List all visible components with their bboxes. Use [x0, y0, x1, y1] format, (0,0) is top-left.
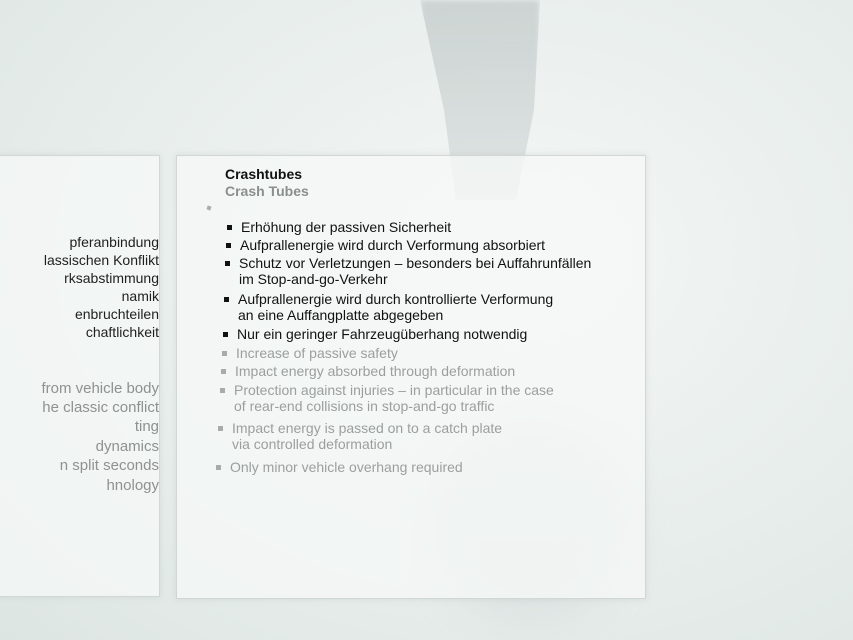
de-bullet	[238, 291, 553, 323]
bullet-text: Aufprallenergie wird durch kontrollierte Verformung	[238, 291, 554, 307]
left-de-line: chaftlichkeit	[85, 324, 159, 340]
en-bullet	[234, 382, 554, 414]
left-en-line: he classic conflict	[42, 399, 159, 416]
bullet-text: Aufprallenergie wird durch Verformung absorbiert	[240, 237, 546, 253]
bullet-text-cont: via controlled deformation	[232, 436, 393, 452]
de-bullet	[237, 326, 527, 342]
bullet-text: Impact energy is passed on to a catch plate	[232, 420, 503, 436]
left-de-line: namik	[121, 288, 159, 304]
bullet-text: Erhöhung der passiven Sicherheit	[241, 219, 452, 235]
bullet-square-icon	[222, 351, 227, 356]
bullet-square-icon	[221, 369, 226, 374]
left-de-line: enbruchteilen	[74, 306, 159, 322]
left-en-line: dynamics	[95, 438, 159, 455]
left-info-card	[0, 155, 160, 597]
bullet-text: Protection against injuries – in particular in the case	[234, 382, 554, 398]
card-title: Crashtubes	[225, 166, 303, 182]
de-bullet	[239, 255, 591, 287]
bullet-text-cont: an eine Auffangplatte abgegeben	[238, 307, 444, 323]
crashtubes-info-card	[176, 155, 646, 599]
left-en-line: n split seconds	[59, 457, 159, 474]
bullet-text: Impact energy absorbed through deformation	[235, 363, 516, 379]
left-en-line: ting	[134, 418, 159, 435]
de-bullet	[240, 237, 545, 253]
bullet-text: Schutz vor Verletzungen – besonders bei Auffahrunfällen	[239, 255, 592, 271]
bullet-text: Nur ein geringer Fahrzeugüberhang notwendig	[237, 326, 528, 342]
bullet-square-icon	[226, 243, 231, 248]
bullet-text: Increase of passive safety	[236, 345, 398, 361]
bullet-square-icon	[218, 426, 223, 431]
bullet-square-icon	[224, 297, 229, 302]
de-bullet	[241, 219, 451, 235]
bullet-square-icon	[216, 465, 221, 470]
bullet-square-icon	[223, 332, 228, 337]
bullet-square-icon	[220, 388, 225, 393]
left-en-line: from vehicle body	[41, 380, 159, 397]
bullet-text-cont: of rear-end collisions in stop-and-go traffic	[234, 398, 495, 414]
card-subtitle: Crash Tubes	[225, 183, 309, 199]
en-bullet	[232, 420, 502, 452]
en-bullet	[236, 345, 398, 361]
left-en-line: hnology	[106, 477, 159, 494]
left-de-line: rksabstimmung	[64, 270, 159, 286]
bullet-square-icon	[225, 261, 230, 266]
bullet-text: Only minor vehicle overhang required	[230, 459, 463, 475]
left-de-line: pferanbindung	[69, 234, 159, 250]
bullet-square-icon	[227, 225, 232, 230]
bullet-text-cont: im Stop-and-go-Verkehr	[239, 271, 388, 287]
en-bullet	[230, 459, 463, 475]
decorative-mark	[206, 205, 211, 210]
en-bullet	[235, 363, 515, 379]
left-de-line: lassischen Konflikt	[43, 252, 159, 268]
